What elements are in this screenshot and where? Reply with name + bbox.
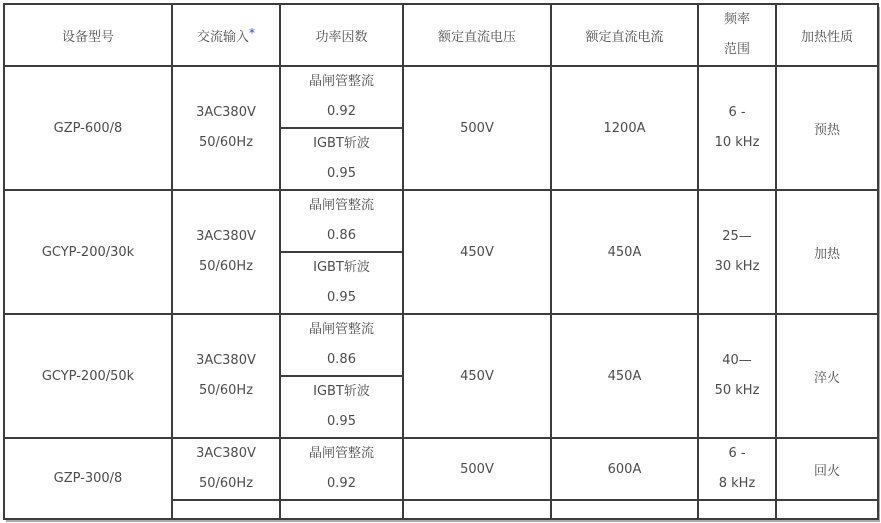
- table-header-row: [4, 4, 878, 66]
- empty-cell: [698, 500, 776, 519]
- empty-cell: [403, 500, 551, 519]
- voltage-value: 500V: [460, 461, 494, 477]
- header-frequency-line1: 频率: [723, 12, 750, 27]
- header-power-factor: [280, 4, 403, 66]
- header-rated-dc-current-label: 额定直流电流: [585, 29, 664, 45]
- cell-ac-input-row3: [172, 314, 280, 438]
- equipment-spec-table: [3, 3, 879, 520]
- table-row: [4, 438, 878, 500]
- pf-scr-value: 0.86: [327, 228, 356, 243]
- voltage-value: 450V: [460, 368, 494, 384]
- table-row: [4, 190, 878, 252]
- header-heating-type-label: 加热性质: [800, 29, 853, 45]
- model-value: GCYP-200/50k: [41, 368, 135, 384]
- cell-heating-row4: [776, 438, 878, 500]
- cell-voltage-row2: [403, 190, 551, 314]
- cell-voltage-row1: [403, 66, 551, 190]
- ac-input-line1: 3AC380V: [196, 446, 256, 461]
- pf-igbt-label: IGBT斩波: [313, 260, 370, 275]
- pf-scr-value: 0.92: [327, 476, 356, 491]
- cell-ac-input-row1: [172, 66, 280, 190]
- header-rated-dc-voltage-label: 额定直流电压: [437, 29, 516, 45]
- table-row: [4, 66, 878, 128]
- header-rated-dc-voltage: [403, 4, 551, 66]
- ac-input-line2: 50/60Hz: [198, 259, 254, 274]
- pf-scr-label: 晶闸管整流: [308, 74, 374, 89]
- cell-pf-scr-row2: [280, 190, 403, 252]
- cell-pf-scr-row1: [280, 66, 403, 128]
- cell-model-row1: [4, 66, 172, 190]
- ac-input-line2: 50/60Hz: [198, 476, 254, 491]
- voltage-value: 500V: [460, 120, 494, 136]
- empty-cell: [280, 500, 403, 519]
- header-device-model-label: 设备型号: [61, 29, 114, 45]
- cell-heating-row3: [776, 314, 878, 438]
- voltage-value: 450V: [460, 244, 494, 260]
- heating-value: 预热: [813, 122, 840, 138]
- frequency-line2: 30 kHz: [714, 259, 760, 274]
- cell-current-row1: [551, 66, 698, 190]
- table-row: [4, 314, 878, 376]
- cell-pf-igbt-row2: [280, 252, 403, 314]
- model-value: GCYP-200/30k: [41, 244, 135, 260]
- cell-ac-input-row2: [172, 190, 280, 314]
- model-value: GZP-300/8: [53, 471, 123, 486]
- ac-input-line1: 3AC380V: [196, 229, 256, 244]
- cell-frequency-row1: [698, 66, 776, 190]
- cell-model-row3: [4, 314, 172, 438]
- header-ac-input: [172, 4, 280, 66]
- cell-pf-scr-row4: [280, 438, 403, 500]
- empty-cell: [172, 500, 280, 519]
- pf-scr-label: 晶闸管整流: [308, 322, 374, 337]
- frequency-line1: 6 -: [728, 446, 746, 461]
- cell-frequency-row3: [698, 314, 776, 438]
- ac-input-line1: 3AC380V: [196, 105, 256, 120]
- header-ac-input-label: 交流输入: [196, 29, 249, 45]
- footnote-asterisk: *: [249, 25, 255, 40]
- cell-pf-igbt-row1: [280, 128, 403, 190]
- pf-scr-value: 0.86: [327, 352, 356, 367]
- cell-frequency-row4: [698, 438, 776, 500]
- cell-model-row2: [4, 190, 172, 314]
- cell-heating-row1: [776, 66, 878, 190]
- header-frequency-range: [698, 4, 776, 66]
- pf-igbt-label: IGBT斩波: [313, 384, 370, 399]
- heating-value: 回火: [813, 463, 840, 479]
- ac-input-line1: 3AC380V: [196, 353, 256, 368]
- cell-pf-igbt-row3: [280, 376, 403, 438]
- current-value: 450A: [607, 244, 642, 260]
- pf-scr-value: 0.92: [327, 104, 356, 119]
- frequency-line2: 8 kHz: [718, 476, 756, 491]
- ac-input-line2: 50/60Hz: [198, 135, 254, 150]
- cell-model-row4: [4, 438, 172, 519]
- heating-value: 淬火: [813, 370, 840, 386]
- header-device-model: [4, 4, 172, 66]
- frequency-line2: 50 kHz: [714, 383, 760, 398]
- pf-scr-label: 晶闸管整流: [308, 446, 374, 461]
- model-value: GZP-600/8: [53, 120, 123, 136]
- pf-scr-label: 晶闸管整流: [308, 198, 374, 213]
- cell-voltage-row4: [403, 438, 551, 500]
- header-rated-dc-current: [551, 4, 698, 66]
- frequency-line1: 25—: [722, 229, 752, 244]
- cell-ac-input-row4: [172, 438, 280, 500]
- frequency-line1: 6 -: [728, 105, 746, 120]
- empty-cell: [776, 500, 878, 519]
- cell-current-row2: [551, 190, 698, 314]
- pf-igbt-value: 0.95: [327, 414, 356, 429]
- frequency-line1: 40—: [722, 353, 752, 368]
- cell-pf-scr-row3: [280, 314, 403, 376]
- header-frequency-line2: 范围: [723, 42, 750, 57]
- heating-value: 加热: [813, 246, 840, 262]
- header-power-factor-label: 功率因数: [315, 29, 368, 45]
- current-value: 600A: [607, 461, 642, 477]
- cell-voltage-row3: [403, 314, 551, 438]
- pf-igbt-value: 0.95: [327, 290, 356, 305]
- cell-frequency-row2: [698, 190, 776, 314]
- pf-igbt-value: 0.95: [327, 166, 356, 181]
- frequency-line2: 10 kHz: [714, 135, 760, 150]
- cell-current-row3: [551, 314, 698, 438]
- ac-input-line2: 50/60Hz: [198, 383, 254, 398]
- empty-cell: [551, 500, 698, 519]
- header-heating-type: [776, 4, 878, 66]
- pf-igbt-label: IGBT斩波: [313, 136, 370, 151]
- current-value: 1200A: [603, 120, 646, 136]
- current-value: 450A: [607, 368, 642, 384]
- cell-heating-row2: [776, 190, 878, 314]
- cell-current-row4: [551, 438, 698, 500]
